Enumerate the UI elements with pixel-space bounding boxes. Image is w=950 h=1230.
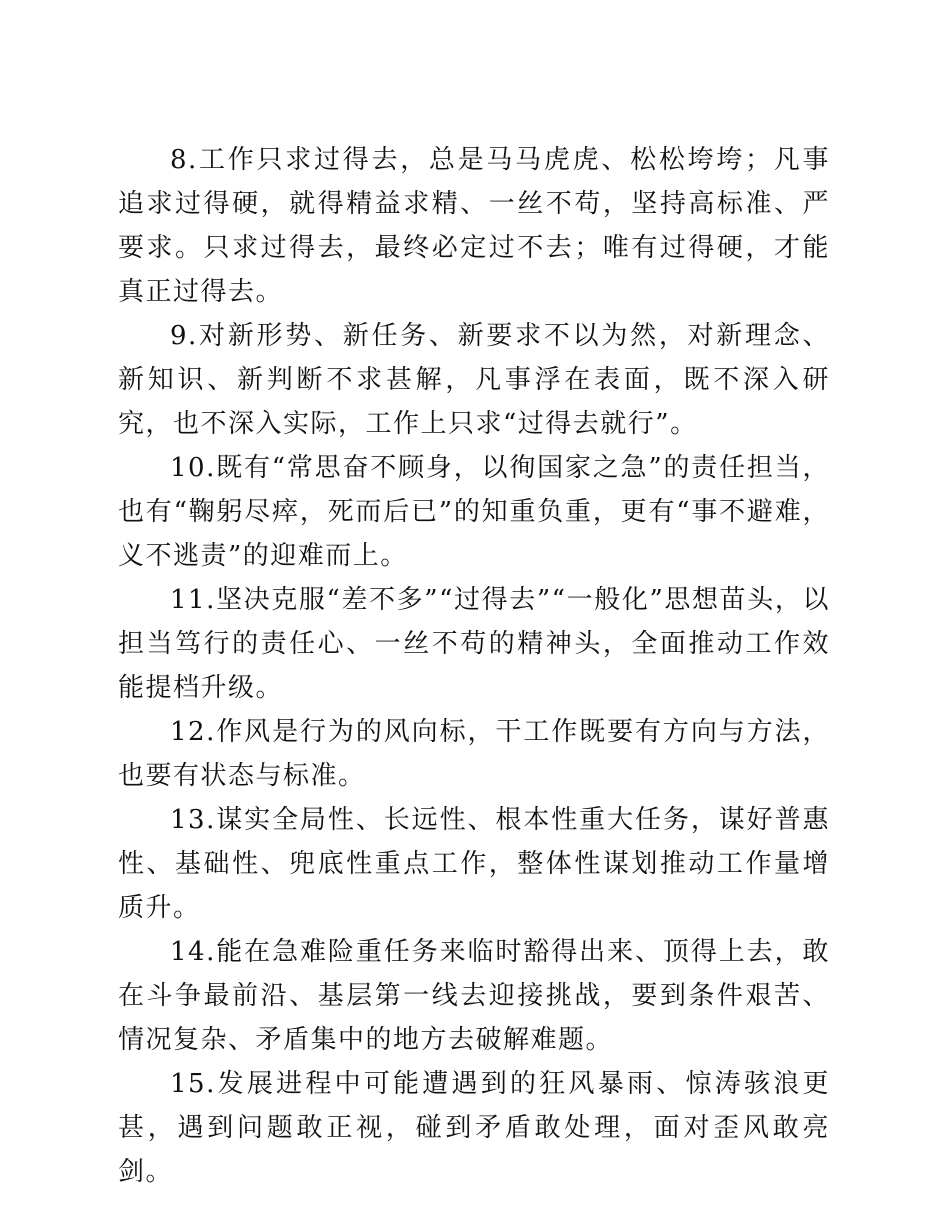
document-body [118, 138, 830, 1194]
paragraph-11: 11.坚决克服“差不多”“过得去”“一般化”思想苗头，以担当笃行的责任心、一丝不苟的精神头，全面推动工作效能提档升级。 [118, 585, 830, 703]
paragraph-9: 9.对新形势、新任务、新要求不以为然，对新理念、新知识、新判断不求甚解，凡事浮在表面，既不深入研究，也不深入实际，工作上只求“过得去就行”。 [118, 321, 830, 439]
paragraph-8: 8.工作只求过得去，总是马马虎虎、松松垮垮；凡事追求过得硬，就得精益求精、一丝不苟，坚持高标准、严要求。只求过得去，最终必定过不去；唯有过得硬，才能真正过得去。 [118, 145, 830, 307]
paragraph-14: 14.能在急难险重任务来临时豁得出来、顶得上去，敢在斗争最前沿、基层第一线去迎接挑战，要到条件艰苦、情况复杂、矛盾集中的地方去破解难题。 [118, 937, 830, 1055]
paragraph-13: 13.谋实全局性、长远性、根本性重大任务，谋好普惠性、基础性、兜底性重点工作，整体性谋划推动工作量增质升。 [118, 805, 830, 923]
paragraph-10: 10.既有“常思奋不顾身，以徇国家之急”的责任担当，也有“鞠躬尽瘁，死而后已”的知重负重，更有“事不避难，义不逃责”的迎难而上。 [118, 453, 830, 571]
paragraph-15: 15.发展进程中可能遭遇到的狂风暴雨、惊涛骇浪更甚，遇到问题敢正视，碰到矛盾敢处理，面对歪风敢亮剑。 [118, 1069, 830, 1187]
paragraph-12: 12.作风是行为的风向标，干工作既要有方向与方法，也要有状态与标准。 [118, 717, 830, 791]
